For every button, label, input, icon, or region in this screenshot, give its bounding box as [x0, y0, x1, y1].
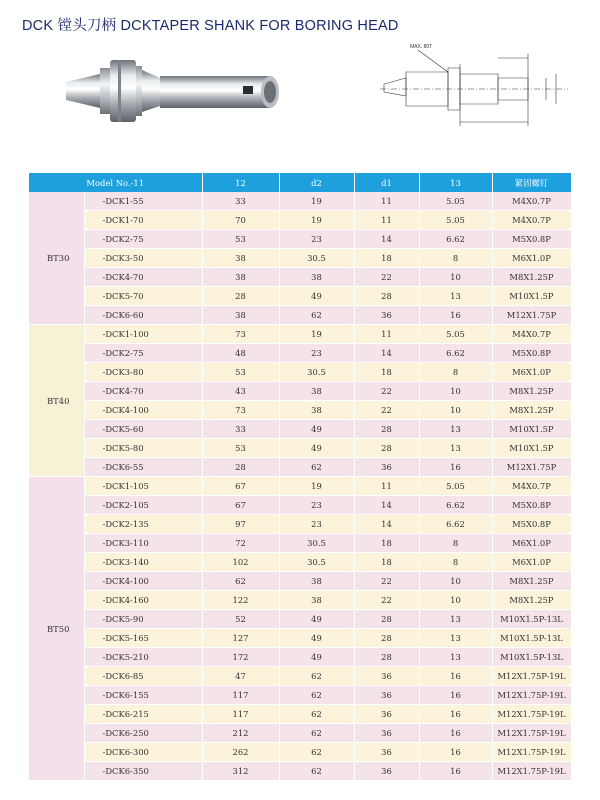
- table-row: [29, 439, 571, 458]
- cell-model: -DCK2-135: [84, 515, 202, 534]
- group-label: BT40: [29, 325, 84, 477]
- cell-l2: 53: [202, 363, 279, 382]
- cell-model: -DCK6-300: [84, 743, 202, 762]
- table-row: [29, 477, 571, 496]
- header-model: Model No.-11: [29, 173, 202, 192]
- table-row: [29, 363, 571, 382]
- cell-screw: M6X1.0P: [492, 363, 571, 382]
- header-l2: 12: [202, 173, 279, 192]
- cell-screw: M5X0.8P: [492, 496, 571, 515]
- table-row: [29, 743, 571, 762]
- table-row: [29, 306, 571, 325]
- cell-l2: 53: [202, 439, 279, 458]
- cell-d1: 28: [354, 287, 419, 306]
- cell-model: -DCK5-80: [84, 439, 202, 458]
- cell-d2: 38: [279, 572, 354, 591]
- cell-d2: 30.5: [279, 534, 354, 553]
- table-row: [29, 515, 571, 534]
- cell-model: -DCK6-85: [84, 667, 202, 686]
- cell-l3: 10: [419, 572, 492, 591]
- cell-model: -DCK2-105: [84, 496, 202, 515]
- cell-model: -DCK4-100: [84, 401, 202, 420]
- cell-l2: 53: [202, 230, 279, 249]
- cell-l3: 8: [419, 553, 492, 572]
- cell-screw: M8X1.25P: [492, 382, 571, 401]
- cell-model: -DCK3-80: [84, 363, 202, 382]
- cell-l2: 73: [202, 401, 279, 420]
- cell-l2: 262: [202, 743, 279, 762]
- cell-d2: 19: [279, 477, 354, 496]
- cell-d1: 36: [354, 686, 419, 705]
- cell-model: -DCK3-50: [84, 249, 202, 268]
- cell-d1: 28: [354, 439, 419, 458]
- table-row: [29, 572, 571, 591]
- cell-d1: 14: [354, 496, 419, 515]
- cell-model: -DCK5-165: [84, 629, 202, 648]
- cell-model: -DCK6-215: [84, 705, 202, 724]
- cell-model: -DCK3-140: [84, 553, 202, 572]
- cell-l3: 16: [419, 762, 492, 781]
- cell-model: -DCK6-60: [84, 306, 202, 325]
- cell-d1: 22: [354, 401, 419, 420]
- cell-d2: 49: [279, 648, 354, 667]
- technical-drawing: [378, 34, 573, 134]
- cell-d1: 28: [354, 629, 419, 648]
- table-row: [29, 325, 571, 344]
- table-row: [29, 458, 571, 477]
- cell-d2: 30.5: [279, 249, 354, 268]
- cell-d2: 62: [279, 686, 354, 705]
- cell-d1: 28: [354, 610, 419, 629]
- cell-screw: M8X1.25P: [492, 401, 571, 420]
- table-row: [29, 382, 571, 401]
- cell-screw: M10X1.5P-13L: [492, 610, 571, 629]
- cell-screw: M12X1.75P-19L: [492, 724, 571, 743]
- cell-d2: 62: [279, 705, 354, 724]
- table-row: [29, 496, 571, 515]
- cell-l2: 67: [202, 496, 279, 515]
- cell-l3: 16: [419, 705, 492, 724]
- cell-d1: 36: [354, 705, 419, 724]
- cell-d2: 62: [279, 306, 354, 325]
- table-row: [29, 344, 571, 363]
- cell-screw: M8X1.25P: [492, 572, 571, 591]
- cell-model: -DCK1-100: [84, 325, 202, 344]
- cell-d1: 18: [354, 553, 419, 572]
- cell-l3: 8: [419, 249, 492, 268]
- cell-l3: 6.62: [419, 344, 492, 363]
- cell-d1: 36: [354, 762, 419, 781]
- cell-d2: 49: [279, 287, 354, 306]
- cell-l3: 13: [419, 439, 492, 458]
- cell-model: -DCK5-210: [84, 648, 202, 667]
- cell-l3: 6.62: [419, 230, 492, 249]
- cell-l2: 38: [202, 268, 279, 287]
- cell-l2: 67: [202, 477, 279, 496]
- cell-l3: 5.05: [419, 192, 492, 211]
- cell-screw: M12X1.75P-19L: [492, 686, 571, 705]
- header-d2: d2: [279, 173, 354, 192]
- cell-d1: 22: [354, 268, 419, 287]
- cell-screw: M4X0.7P: [492, 192, 571, 211]
- cell-model: -DCK1-105: [84, 477, 202, 496]
- cell-screw: M6X1.0P: [492, 534, 571, 553]
- cell-d2: 23: [279, 515, 354, 534]
- cell-l2: 212: [202, 724, 279, 743]
- cell-model: -DCK1-55: [84, 192, 202, 211]
- cell-model: -DCK6-155: [84, 686, 202, 705]
- table-row: [29, 705, 571, 724]
- cell-l2: 33: [202, 420, 279, 439]
- cell-d2: 38: [279, 382, 354, 401]
- cell-screw: M5X0.8P: [492, 515, 571, 534]
- header-screw: 紧固螺钉: [492, 173, 571, 192]
- cell-d2: 49: [279, 420, 354, 439]
- cell-screw: M12X1.75P-19L: [492, 705, 571, 724]
- cell-d1: 36: [354, 667, 419, 686]
- cell-d1: 18: [354, 363, 419, 382]
- cell-model: -DCK4-70: [84, 268, 202, 287]
- cell-d2: 49: [279, 439, 354, 458]
- table-row: [29, 287, 571, 306]
- cell-l2: 117: [202, 705, 279, 724]
- table-row: [29, 534, 571, 553]
- cell-l3: 8: [419, 363, 492, 382]
- table-row: [29, 591, 571, 610]
- cell-d2: 38: [279, 591, 354, 610]
- cell-l3: 13: [419, 610, 492, 629]
- cell-screw: M10X1.5P: [492, 420, 571, 439]
- cell-screw: M4X0.7P: [492, 325, 571, 344]
- cell-d2: 62: [279, 667, 354, 686]
- cell-screw: M10X1.5P-13L: [492, 648, 571, 667]
- cell-d1: 14: [354, 230, 419, 249]
- cell-d1: 11: [354, 211, 419, 230]
- product-photo: [60, 48, 300, 148]
- cell-d2: 62: [279, 724, 354, 743]
- cell-d1: 28: [354, 420, 419, 439]
- cell-d1: 11: [354, 192, 419, 211]
- cell-l3: 13: [419, 629, 492, 648]
- cell-l3: 10: [419, 591, 492, 610]
- cell-model: -DCK2-75: [84, 344, 202, 363]
- cell-l2: 312: [202, 762, 279, 781]
- cell-screw: M10X1.5P-13L: [492, 629, 571, 648]
- cell-l2: 38: [202, 306, 279, 325]
- table-row: [29, 762, 571, 781]
- cell-l3: 16: [419, 458, 492, 477]
- cell-screw: M12X1.75P-19L: [492, 667, 571, 686]
- cell-l2: 62: [202, 572, 279, 591]
- cell-l3: 10: [419, 382, 492, 401]
- table-row: [29, 553, 571, 572]
- table-row: [29, 230, 571, 249]
- table-row: [29, 192, 571, 211]
- table-row: [29, 629, 571, 648]
- cell-model: -DCK4-70: [84, 382, 202, 401]
- group-label: BT50: [29, 477, 84, 781]
- cell-d1: 36: [354, 458, 419, 477]
- cell-d2: 62: [279, 458, 354, 477]
- table-row: [29, 401, 571, 420]
- cell-d2: 49: [279, 629, 354, 648]
- cell-screw: M8X1.25P: [492, 268, 571, 287]
- cell-model: -DCK2-75: [84, 230, 202, 249]
- cell-screw: M12X1.75P: [492, 306, 571, 325]
- cell-l2: 122: [202, 591, 279, 610]
- cell-l3: 16: [419, 724, 492, 743]
- cell-d2: 23: [279, 496, 354, 515]
- cell-l2: 97: [202, 515, 279, 534]
- cell-d2: 23: [279, 230, 354, 249]
- cell-model: -DCK5-60: [84, 420, 202, 439]
- cell-d1: 28: [354, 648, 419, 667]
- cell-screw: M12X1.75P: [492, 458, 571, 477]
- cell-d2: 38: [279, 268, 354, 287]
- cell-screw: M5X0.8P: [492, 344, 571, 363]
- cell-d1: 36: [354, 724, 419, 743]
- cell-l2: 73: [202, 325, 279, 344]
- cell-d1: 36: [354, 743, 419, 762]
- cell-d1: 22: [354, 572, 419, 591]
- cell-d2: 30.5: [279, 553, 354, 572]
- table-row: [29, 268, 571, 287]
- table-header-row: [29, 173, 571, 192]
- cell-screw: M10X1.5P: [492, 439, 571, 458]
- table-row: [29, 249, 571, 268]
- cell-l3: 5.05: [419, 477, 492, 496]
- cell-l2: 127: [202, 629, 279, 648]
- cell-d2: 23: [279, 344, 354, 363]
- table-row: [29, 724, 571, 743]
- cell-model: -DCK4-160: [84, 591, 202, 610]
- cell-l2: 47: [202, 667, 279, 686]
- cell-d2: 19: [279, 211, 354, 230]
- header-l3: 13: [419, 173, 492, 192]
- cell-l3: 6.62: [419, 515, 492, 534]
- cell-screw: M5X0.8P: [492, 230, 571, 249]
- cell-l2: 48: [202, 344, 279, 363]
- cell-d1: 11: [354, 325, 419, 344]
- cell-d1: 14: [354, 515, 419, 534]
- cell-l3: 13: [419, 648, 492, 667]
- cell-l3: 6.62: [419, 496, 492, 515]
- cell-d1: 18: [354, 534, 419, 553]
- cell-l2: 38: [202, 249, 279, 268]
- cell-screw: M12X1.75P-19L: [492, 762, 571, 781]
- cell-l3: 13: [419, 287, 492, 306]
- cell-l3: 5.05: [419, 211, 492, 230]
- cell-d1: 11: [354, 477, 419, 496]
- cell-l3: 13: [419, 420, 492, 439]
- cell-screw: M6X1.0P: [492, 553, 571, 572]
- cell-d1: 22: [354, 382, 419, 401]
- group-label: BT30: [29, 192, 84, 325]
- cell-screw: M10X1.5P: [492, 287, 571, 306]
- table-row: [29, 420, 571, 439]
- cell-l3: 10: [419, 268, 492, 287]
- cell-d2: 62: [279, 743, 354, 762]
- cell-l3: 16: [419, 686, 492, 705]
- cell-d2: 19: [279, 325, 354, 344]
- cell-l2: 70: [202, 211, 279, 230]
- cell-screw: M12X1.75P-19L: [492, 743, 571, 762]
- table-row: [29, 648, 571, 667]
- cell-d1: 22: [354, 591, 419, 610]
- cell-l2: 102: [202, 553, 279, 572]
- cell-l3: 16: [419, 743, 492, 762]
- cell-d1: 18: [354, 249, 419, 268]
- cell-l2: 43: [202, 382, 279, 401]
- drawing-max-label: MAX. 80T: [410, 44, 433, 50]
- cell-d2: 19: [279, 192, 354, 211]
- cell-d2: 38: [279, 401, 354, 420]
- cell-l2: 52: [202, 610, 279, 629]
- cell-l3: 10: [419, 401, 492, 420]
- cell-l2: 33: [202, 192, 279, 211]
- cell-model: -DCK5-90: [84, 610, 202, 629]
- spec-table: [29, 173, 572, 781]
- cell-model: -DCK6-250: [84, 724, 202, 743]
- cell-d2: 62: [279, 762, 354, 781]
- table-row: [29, 667, 571, 686]
- cell-model: -DCK4-100: [84, 572, 202, 591]
- cell-d1: 36: [354, 306, 419, 325]
- cell-l2: 28: [202, 287, 279, 306]
- cell-model: -DCK1-70: [84, 211, 202, 230]
- cell-d1: 14: [354, 344, 419, 363]
- cell-l2: 117: [202, 686, 279, 705]
- cell-model: -DCK6-55: [84, 458, 202, 477]
- cell-l2: 72: [202, 534, 279, 553]
- cell-model: -DCK6-350: [84, 762, 202, 781]
- cell-screw: M4X0.7P: [492, 211, 571, 230]
- page-title: DCK 镗头刀柄 DCKTAPER SHANK FOR BORING HEAD: [22, 18, 399, 34]
- cell-model: -DCK3-110: [84, 534, 202, 553]
- cell-screw: M6X1.0P: [492, 249, 571, 268]
- cell-l2: 28: [202, 458, 279, 477]
- cell-l3: 16: [419, 667, 492, 686]
- header-d1: d1: [354, 173, 419, 192]
- cell-l2: 172: [202, 648, 279, 667]
- cell-l3: 5.05: [419, 325, 492, 344]
- cell-screw: M4X0.7P: [492, 477, 571, 496]
- cell-d2: 49: [279, 610, 354, 629]
- cell-d2: 30.5: [279, 363, 354, 382]
- table-row: [29, 211, 571, 230]
- table-row: [29, 686, 571, 705]
- cell-screw: M8X1.25P: [492, 591, 571, 610]
- cell-model: -DCK5-70: [84, 287, 202, 306]
- table-row: [29, 610, 571, 629]
- cell-l3: 16: [419, 306, 492, 325]
- cell-l3: 8: [419, 534, 492, 553]
